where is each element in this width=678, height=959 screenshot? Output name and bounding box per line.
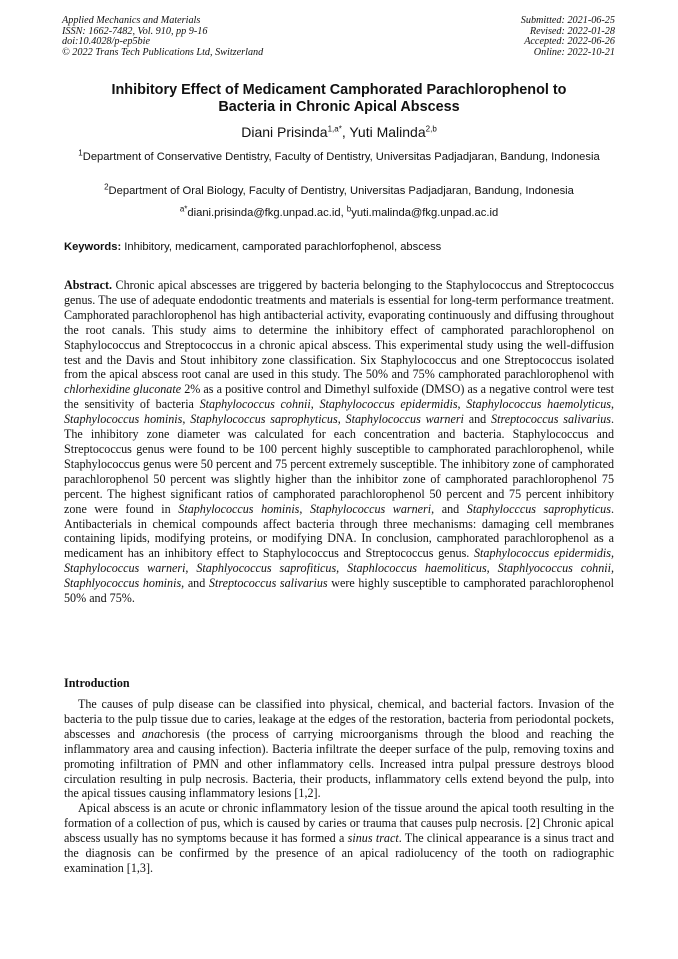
paper-title bbox=[62, 82, 616, 116]
journal-name: Applied Mechanics and Materials bbox=[62, 15, 201, 26]
keywords-label: Keywords: bbox=[64, 241, 122, 253]
paragraph-italic: anac bbox=[141, 726, 166, 741]
abstract-label: Abstract. bbox=[64, 278, 113, 292]
abstract-text: , bbox=[299, 501, 310, 516]
abstract-text: , bbox=[610, 397, 615, 412]
affiliation-marker: 1 bbox=[78, 148, 83, 158]
paragraph-text: horesis (the process of carrying microorganisms through the blood and reaching the inflammatory area and causing infection). Bacteria infiltrate the deeper surface of the pulp, removing toxins and promoting infiltration of PMN and other inflammatory cells. Increased intra pulpal pressure destroys blood circulation resulting in pulp necrosis. Bacteria, their products, inflammatory cells extend beyond the pulp, into the apical tissues causing inflammatory lesions [1,2]. bbox=[64, 726, 614, 801]
publication-dates bbox=[521, 16, 615, 58]
abstract-text: 2% as a positive control and Dimethyl sulfoxide (DMSO) as a negative control were test the sensitivity of bacteria bbox=[64, 382, 614, 412]
author-name: Diani Prisinda bbox=[241, 124, 328, 140]
abstract-text: . Antibacterials in chemical compounds affect bacteria through three mechanisms: damaging cell membranes containing lipids, modifying proteins, or modifying DNA. In conclusion, camphorated parachlorophenol as a medicament has an inhibitory effect to Staphylococcus and Streptococcus genus. bbox=[64, 501, 614, 561]
paragraph-text: The causes of pulp disease can be classified into physical, chemical, and bacterial factors. Invasion of the bacteria to the pulp tissue due to caries, leakage at the edges of the restoration, bacteria from periodontal pockets, abscesses and bbox=[64, 697, 614, 741]
email-link[interactable]: yuti.malinda@fkg.unpad.ac.id bbox=[351, 207, 499, 219]
affiliation-marker: 2 bbox=[104, 182, 109, 192]
doi: doi:10.4028/p-ep5bie bbox=[62, 36, 150, 47]
abstract-italic: chlorhexidine gluconate bbox=[64, 382, 182, 397]
copyright: © 2022 Trans Tech Publications Ltd, Switzerland bbox=[62, 46, 264, 58]
paragraph bbox=[64, 801, 614, 876]
abstract-text: and bbox=[184, 576, 209, 591]
abstract-italic: Staphylococcus hominis bbox=[178, 501, 300, 516]
author-affiliation-marker: 2,b bbox=[425, 124, 437, 134]
abstract-italic: Streptococcus salivarius bbox=[491, 412, 611, 427]
abstract-text: . The inhibitory zone diameter was calculated for each concentration and bacteria. Staphylococcus and Streptococcus genus were found to be 100 percent highly susceptible to camphorated parachlorophenol, while Staphylococcus genus were 50 percent and 75 percent extremely susceptible. The inhibitory zone of camphorated parachlorophenol 50 percent was slightly higher than the inhibitor zone of camphorated parachlorophenol 75 percent. The highest significant ratios of camphorated parachlorophenol 50 percent and 75 percent inhibitory zone were found in bbox=[64, 412, 614, 516]
abstract-text: , and bbox=[431, 501, 467, 516]
title-line-2: Bacteria in Chronic Apical Abscess bbox=[218, 99, 460, 115]
keywords-text: Inhibitory, medicament, camporated parachlorfophenol, abscess bbox=[121, 241, 442, 253]
abstract bbox=[64, 278, 614, 606]
paragraph-text: . The clinical appearance is a sinus tract and the diagnosis can be confirmed by the presence of an apical radiolucency of the tooth on radiographic examination [1,3]. bbox=[64, 831, 614, 875]
introduction-body bbox=[64, 697, 614, 876]
affiliation-text: Department of Oral Biology, Faculty of Dentistry, Universitas Padjadjaran, Bandung, Indonesia bbox=[108, 185, 574, 197]
abstract-italic: Staphylococcus haemolyticus bbox=[466, 397, 611, 412]
affiliation-2 bbox=[62, 184, 616, 199]
email-link[interactable]: diani.prisinda@fkg.unpad.ac.id bbox=[187, 207, 341, 219]
abstract-italic: Staphylocccus saprophyticus bbox=[466, 501, 611, 516]
author-separator: , bbox=[341, 124, 350, 140]
paragraph-text: Apical abscess is an acute or chronic inflammatory lesion of the tissue around the apical tooth resulting in the formation of a collection of pus, which is caused by caries or trauma that causes pulp necrosis. [2] Chronic apical abscess usually has no symptoms because it has formed a bbox=[64, 801, 614, 846]
abstract-text: , bbox=[337, 412, 346, 427]
author-affiliation-marker: 1,a* bbox=[327, 124, 342, 134]
abstract-italic: Staphylococcus epidermidis bbox=[319, 397, 458, 412]
abstract-italic: Staphylococcus warneri bbox=[345, 412, 464, 427]
email-marker: b bbox=[346, 204, 352, 214]
paragraph-italic: sinus tract bbox=[347, 831, 399, 846]
abstract-text: and bbox=[463, 412, 492, 427]
abstract-text: , bbox=[457, 397, 467, 412]
section-heading-introduction: Introduction bbox=[64, 676, 130, 690]
paragraph bbox=[64, 697, 614, 801]
revised-date: Revised: 2022-01-28 bbox=[529, 25, 615, 37]
email-marker: a* bbox=[179, 204, 188, 214]
email-separator: , bbox=[340, 207, 347, 219]
abstract-text: were highly susceptible to camphorated parachlorophenol 50% and 75%. bbox=[64, 576, 615, 606]
abstract-italic: Staphylococcus cohnii bbox=[199, 397, 311, 412]
abstract-italic: Staphylococcus epidermidis, Staphylococcus warneri, Staphlyococcus saprofiticus, Staphlococcus haemoliticus, Staphlyococcus cohnii, Staphlyococcus hominis, bbox=[64, 546, 614, 591]
affiliation-1 bbox=[62, 150, 616, 165]
author-emails bbox=[62, 206, 616, 221]
abstract-text: , bbox=[182, 412, 191, 427]
abstract-text: Chronic apical abscesses are triggered by bacteria belonging to the Staphylococcus and Streptococcus genus. The use of adequate endodontic treatments and materials is essential for long-term performance treatment. Camphorated parachlorophenol has high antibacterial activity, evaporating continuously and diffusing throughout the root canals. This study aims to determine the inhibitory effect of camphorated parachlorophenol on Staphylococcus and Streptococcus in a chronic apical abscess. This experimental study using the well-diffusion test and the Davis and Stout inhibitory zone classification. Six Staphylococcus and one Streptococcus isolated from the apical abscess root canal are used in this study. The 50% and 75% camphorated parachlorophenol with bbox=[64, 278, 614, 382]
submitted-date: Submitted: 2021-06-25 bbox=[520, 15, 615, 26]
abstract-text: , bbox=[310, 397, 320, 412]
abstract-italic: Streptococcus salivarius bbox=[208, 576, 328, 591]
author-name: Yuti Malinda bbox=[349, 124, 426, 140]
affiliation-text: Department of Conservative Dentistry, Faculty of Dentistry, Universitas Padjadjaran, Bandung, Indonesia bbox=[82, 151, 600, 163]
author-list bbox=[62, 124, 616, 140]
accepted-date: Accepted: 2022-06-26 bbox=[524, 36, 615, 47]
online-date: Online: 2022-10-21 bbox=[533, 46, 615, 58]
abstract-italic: Staphylococcus warneri bbox=[310, 501, 432, 516]
abstract-italic: Staphylococcus saprophyticus bbox=[190, 412, 338, 427]
issn: ISSN: 1662-7482, Vol. 910, pp 9-16 bbox=[62, 25, 208, 37]
keywords bbox=[64, 240, 441, 255]
journal-info bbox=[62, 16, 263, 58]
title-line-1: Inhibitory Effect of Medicament Camphorated Parachlorophenol to bbox=[111, 82, 567, 98]
abstract-italic: Staphylococcus hominis bbox=[64, 412, 183, 427]
